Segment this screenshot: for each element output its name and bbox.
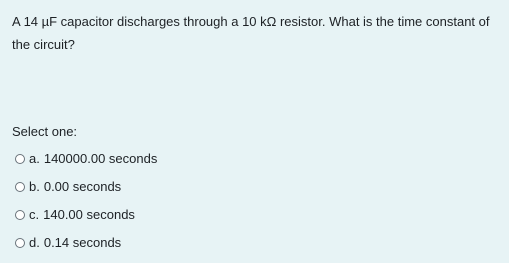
radio-button-b[interactable] [15, 182, 25, 192]
answer-letter-b: b. [29, 179, 40, 194]
answer-option-d[interactable] [15, 234, 157, 252]
answer-text-b: 0.00 seconds [43, 179, 122, 194]
answer-text-d: 0.14 seconds [43, 235, 122, 250]
question-text: A 14 µF capacitor discharges through a 10 kΩ resistor. What is the time constant of the circuit? [12, 14, 490, 52]
answer-option-a[interactable] [15, 150, 157, 168]
radio-button-c[interactable] [15, 210, 25, 220]
answer-text-c: 140.00 seconds [43, 207, 135, 222]
radio-button-a[interactable] [15, 154, 25, 164]
answer-option-c[interactable] [15, 206, 157, 224]
answer-options [15, 150, 157, 262]
answer-option-b[interactable] [15, 178, 157, 196]
answer-letter-c: c. [29, 207, 40, 222]
radio-button-d[interactable] [15, 238, 25, 248]
answer-letter-d: d. [29, 235, 40, 250]
answer-letter-a: a. [29, 151, 40, 166]
answer-text-a: 140000.00 seconds [43, 151, 158, 166]
answer-prompt: Select one: [12, 124, 78, 139]
